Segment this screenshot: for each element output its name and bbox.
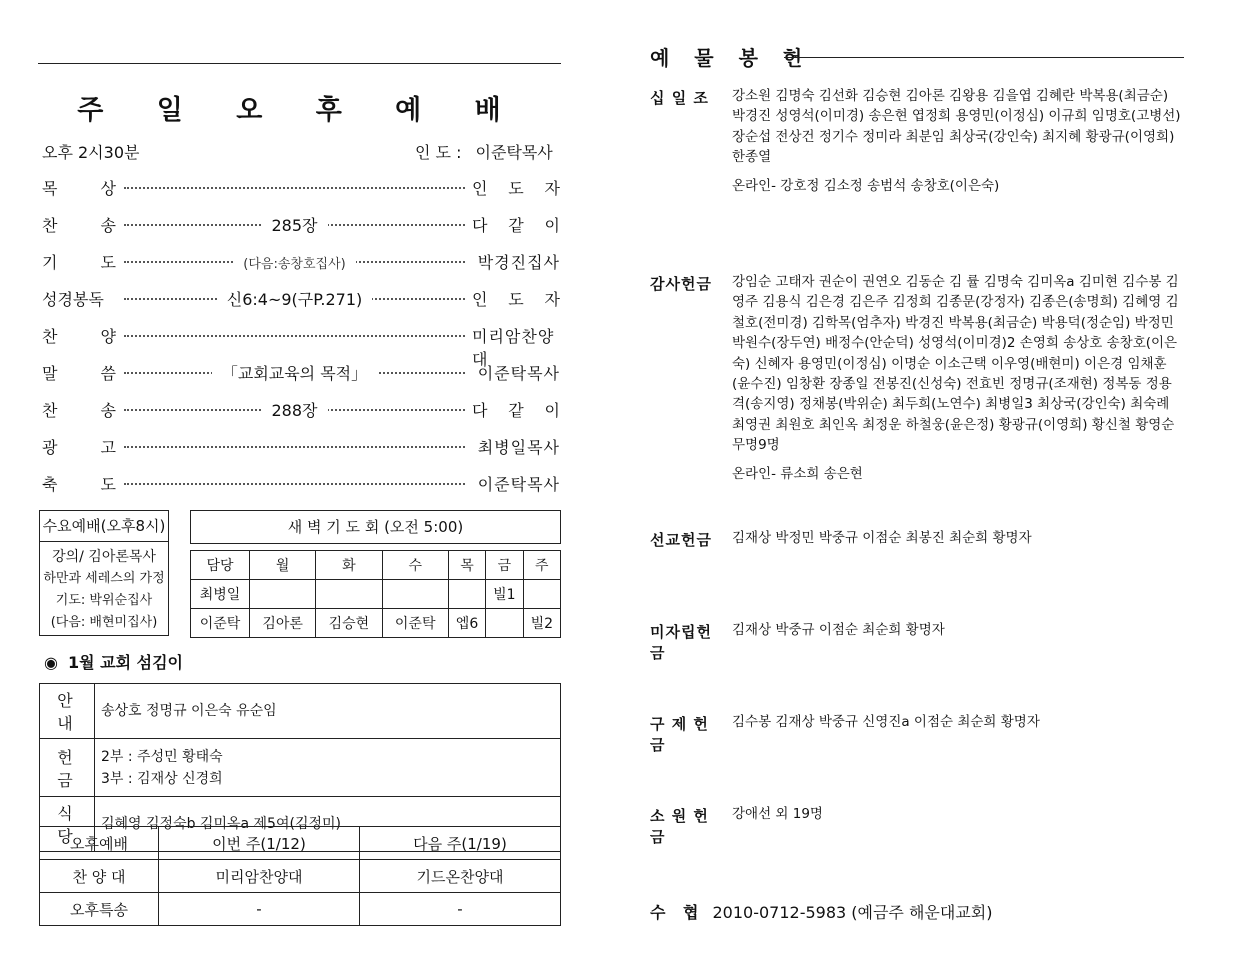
- aft-header: 이번 주(1/12): [159, 827, 360, 860]
- dawn-cell: 최병일: [191, 580, 250, 609]
- order-label-part: 말: [42, 364, 58, 383]
- dot-leader: [124, 335, 465, 337]
- servants-title: 1월 교회 섬김이: [67, 653, 183, 672]
- order-who-part: 자: [544, 290, 560, 309]
- dawn-cell: 김승현: [316, 609, 382, 638]
- order-middle: [124, 287, 465, 310]
- leader: [415, 140, 553, 163]
- order-label-part: 송: [100, 401, 116, 420]
- order-row: [42, 435, 560, 457]
- order-who-part: 도: [508, 290, 524, 309]
- order-label-part: 찬: [42, 327, 58, 346]
- order-who: [472, 435, 560, 458]
- offering-title-rule: [784, 57, 1184, 58]
- dawn-cell: 이준탁: [191, 609, 250, 638]
- dawn-col: 목: [448, 551, 485, 580]
- offering-key: 선교헌금: [650, 531, 712, 549]
- wednesday-line: 강의/ 김아론목사: [52, 549, 156, 565]
- order-middle: [124, 253, 465, 272]
- order-who-part: 인: [472, 179, 488, 198]
- order-label: [42, 250, 116, 273]
- aft-header: 다음 주(1/19): [360, 827, 561, 860]
- order-who-part: 이: [544, 216, 560, 235]
- order-row: [42, 287, 560, 309]
- page-title: 주 일 오 후 예 배: [77, 95, 523, 126]
- offering-key: 감사헌금: [650, 275, 712, 293]
- order-label: [42, 176, 116, 199]
- order-who-part: 같: [508, 401, 524, 420]
- order-who-part: 인: [472, 290, 488, 309]
- dot-leader: [124, 446, 465, 448]
- servants-value: 송상호 정명규 이은숙 유순임: [95, 684, 561, 739]
- dawn-prayer-header: 새 벽 기 도 회 (오전 5:00): [190, 510, 561, 544]
- offering-online: 온라인- 강호정 김소정 송범석 송창호(이은숙): [732, 177, 1000, 194]
- offering-names: [732, 712, 1182, 732]
- servants-value: 김혜영 김정숙b 김미옥a 제5여(김정미): [95, 797, 561, 852]
- order-who: [472, 176, 560, 199]
- order-middle: [124, 398, 465, 421]
- order-who-part: 이준탁목사: [477, 364, 560, 383]
- order-label-part: 성경봉독: [42, 290, 104, 309]
- order-label-part: 상: [100, 179, 116, 198]
- dawn-prayer-table: [190, 550, 561, 638]
- offering-key: 미자립헌금: [650, 623, 712, 662]
- order-middle-text: 285장: [262, 216, 328, 235]
- leader-label: 인 도 :: [415, 143, 462, 162]
- dawn-col: 금: [486, 551, 523, 580]
- order-label-part: 고: [100, 438, 116, 457]
- wednesday-header: 수요예배(오후8시): [40, 511, 168, 542]
- aft-cell: 미리암찬양대: [159, 860, 360, 893]
- order-row: [42, 213, 560, 235]
- aft-cell: 기드온찬양대: [360, 860, 561, 893]
- offering-text: 강애선 외 19명: [732, 806, 823, 822]
- order-row: [42, 361, 560, 383]
- order-who: [472, 472, 560, 495]
- dawn-cell: [250, 580, 316, 609]
- order-row: [42, 472, 560, 494]
- offering-text: 김재상 박정민 박중규 이점순 최봉진 최순희 황명자: [732, 530, 1032, 546]
- servants-value: [95, 739, 561, 797]
- dawn-cell: [316, 580, 382, 609]
- order-middle: [124, 213, 465, 236]
- leader-name: 이준탁목사: [475, 143, 553, 162]
- dawn-cell: 빌2: [523, 609, 560, 638]
- order-middle-text: 288장: [262, 401, 328, 420]
- order-row: [42, 176, 560, 198]
- servants-line: 3부 : 김재상 신경희: [101, 770, 223, 787]
- servants-key: 헌 금: [40, 739, 95, 797]
- account-number: 2010-0712-5983: [712, 903, 847, 922]
- order-who: [472, 213, 560, 236]
- offering-text: 김재상 박중규 이점순 최순희 황명자: [732, 622, 945, 638]
- dawn-cell: 빌1: [486, 580, 523, 609]
- order-label-part: 기: [42, 253, 58, 272]
- order-label-part: 씀: [100, 364, 116, 383]
- order-label-part: 찬: [42, 216, 58, 235]
- servants-key: 식 당: [40, 797, 95, 852]
- dot-leader: [124, 483, 465, 485]
- order-row: [42, 250, 560, 272]
- order-label: [42, 398, 116, 421]
- aft-cell: -: [360, 893, 561, 926]
- order-label-part: 도: [100, 253, 116, 272]
- dawn-cell: 김아론: [250, 609, 316, 638]
- order-label-part: 광: [42, 438, 58, 457]
- bank-name: 수 협: [650, 903, 705, 922]
- order-who: [472, 398, 560, 421]
- offering-online: 온라인- 류소희 송은현: [732, 465, 863, 482]
- order-middle-text: 「교회교육의 목적」: [212, 364, 377, 383]
- order-who: [472, 361, 560, 384]
- offering-names: [732, 272, 1182, 484]
- account-holder: (예금주 해운대교회): [851, 903, 993, 922]
- offering-text: 강임순 고태자 권순이 권연오 김동순 김 률 김명숙 김미옥a 김미현 김수봉 김영주 김용식 김은경 김은주 김정희 김종문(강정자) 김종은(송명희) 김혜영 김철호(전미경) 김학목(엄추자) 박경진 박복용(최금순) 박용덕(정순임) 박정민 박원수(장두연) 배정수(안순덕) 성영석(이미경)2 손영희 송상호 송창호(이은숙) 신혜자 용영민(이정심) 이명순 이소근택 이우영(배현미) 이은경 임채훈(윤수진) 임창환 장종일 전봉진(신성숙) 전효빈 정명규(조재현) 정복동 정용격(송지영) 정채봉(박위순) 최두희(노연수) 최병일3 최상국(강인숙) 최숙례 최영권 최원호 최인옥 최정운 하철웅(윤은정) 황광규(이영희) 황신철 황영순 무명9명: [732, 274, 1179, 454]
- top-rule-left: [38, 63, 561, 64]
- order-who-part: 미리암찬양대: [472, 327, 555, 369]
- order-label-part: 도: [100, 475, 116, 494]
- dawn-col: 수: [382, 551, 448, 580]
- order-who: [472, 287, 560, 310]
- dot-leader: [124, 187, 465, 189]
- dawn-col: 화: [316, 551, 382, 580]
- order-who-part: 같: [508, 216, 524, 235]
- dawn-cell: [486, 609, 523, 638]
- dawn-col: 월: [250, 551, 316, 580]
- order-who-part: 자: [544, 179, 560, 198]
- wednesday-line: 하만과 세레스의 가정: [43, 571, 165, 586]
- order-who-part: 도: [508, 179, 524, 198]
- order-who-part: 최병일목사: [477, 438, 560, 457]
- dawn-cell: 엡6: [448, 609, 485, 638]
- order-label: [42, 213, 116, 236]
- offering-names: [732, 804, 1182, 824]
- aft-cell: -: [159, 893, 360, 926]
- offering-names: [732, 528, 1182, 548]
- order-label-part: 송: [100, 216, 116, 235]
- servants-heading: [44, 650, 183, 673]
- service-time: 오후 2시30분: [42, 143, 140, 162]
- order-label: [42, 361, 116, 384]
- aft-cell: 찬 양 대: [40, 860, 159, 893]
- wednesday-box: [39, 510, 169, 636]
- order-who-part: 다: [472, 401, 488, 420]
- offering-names: [732, 86, 1182, 196]
- dawn-cell: [382, 580, 448, 609]
- wednesday-line: 기도: 박위순집사: [55, 593, 153, 608]
- order-who: [472, 250, 560, 273]
- order-label: [42, 287, 116, 310]
- dawn-col: 담당: [191, 551, 250, 580]
- dawn-cell: [523, 580, 560, 609]
- order-label: [42, 324, 116, 347]
- order-middle: [124, 361, 465, 384]
- offering-key: 소 원 헌 금: [650, 807, 709, 846]
- bank-account: [650, 900, 993, 923]
- order-label-part: 축: [42, 475, 58, 494]
- offering-key: 구 제 헌 금: [650, 715, 709, 754]
- order-who-part: 다: [472, 216, 488, 235]
- offering-text: 김수봉 김재상 박중규 신영진a 이점순 최순희 황명자: [732, 714, 1040, 730]
- dawn-cell: [448, 580, 485, 609]
- aft-cell: 오후특송: [40, 893, 159, 926]
- servants-line: 2부 : 주성민 황태숙: [101, 748, 223, 765]
- order-who-part: 이: [544, 401, 560, 420]
- order-label-part: 찬: [42, 401, 58, 420]
- order-middle-text: (다음:송창호집사): [233, 257, 355, 272]
- order-row: [42, 324, 560, 369]
- bullet-icon: ◉: [44, 653, 58, 672]
- servants-key: 안 내: [40, 684, 95, 739]
- wednesday-line: (다음: 배현미집사): [50, 615, 158, 630]
- dawn-col: 주: [523, 551, 560, 580]
- order-label-part: 양: [100, 327, 116, 346]
- order-row: [42, 398, 560, 420]
- offering-text: 강소원 김명숙 김선화 김승현 김아론 김왕용 김을엽 김혜란 박복용(최금순) 박경진 성영석(이미경) 송은현 엽정희 용영민(이정심) 이규희 임명호(고병선) 장순섭 전상건 정기수 정미라 최분임 최상국(강인숙) 최지혜 황광규(이영희) 한종열: [732, 88, 1181, 166]
- order-label: [42, 472, 116, 495]
- order-label: [42, 435, 116, 458]
- offering-key: 십 일 조: [650, 89, 709, 107]
- aft-header: 오후예배: [40, 827, 159, 860]
- order-middle-text: 신6:4~9(구P.271): [217, 290, 373, 309]
- order-who-part: 이준탁목사: [477, 475, 560, 494]
- order-who-part: 박경진집사: [477, 253, 560, 272]
- afternoon-service-table: [39, 826, 561, 926]
- order-label-part: 목: [42, 179, 58, 198]
- offering-names: [732, 620, 1182, 640]
- dawn-cell: 이준탁: [382, 609, 448, 638]
- offering-title: 예 물 봉 헌: [650, 46, 812, 70]
